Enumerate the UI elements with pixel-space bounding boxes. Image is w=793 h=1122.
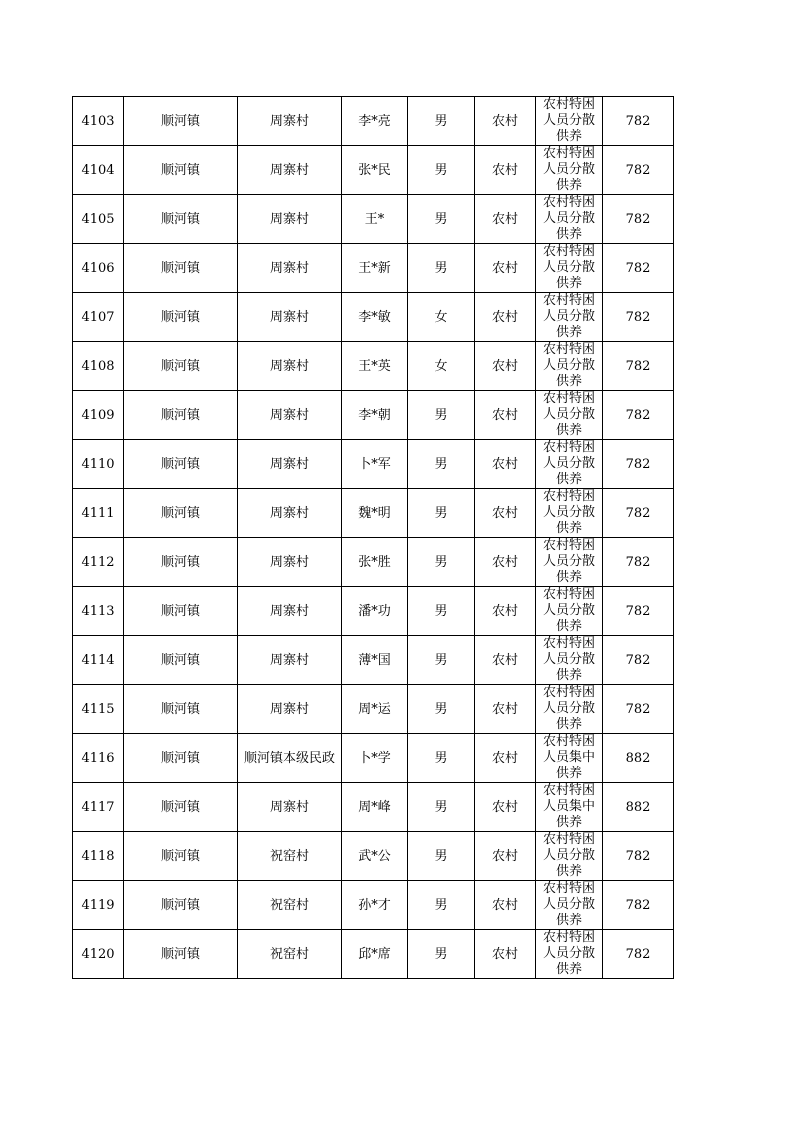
table-row — [73, 195, 674, 244]
cell-name: 武*公 — [342, 832, 408, 881]
cell-category — [536, 783, 603, 832]
cell-id: 4104 — [73, 146, 124, 195]
cell-village — [238, 440, 342, 489]
cell-id: 4118 — [73, 832, 124, 881]
cell-household-type: 农村 — [475, 391, 536, 440]
cell-amount: 782 — [603, 636, 674, 685]
village-text: 祝窑村 — [269, 897, 309, 913]
cell-town: 顺河镇 — [124, 391, 238, 440]
village-text: 周寨村 — [269, 603, 309, 619]
cell-category — [536, 685, 603, 734]
cell-household-type: 农村 — [475, 930, 536, 979]
cell-town: 顺河镇 — [124, 195, 238, 244]
category-text: 农村特困人员分散供养 — [542, 489, 595, 536]
cell-id: 4111 — [73, 489, 124, 538]
cell-id: 4115 — [73, 685, 124, 734]
table-row — [73, 587, 674, 636]
cell-amount: 882 — [603, 783, 674, 832]
table-row — [73, 391, 674, 440]
table-row — [73, 342, 674, 391]
cell-gender: 男 — [408, 783, 475, 832]
cell-id: 4114 — [73, 636, 124, 685]
cell-name: 潘*功 — [342, 587, 408, 636]
cell-name: 卜*学 — [342, 734, 408, 783]
category-text: 农村特困人员分散供养 — [542, 440, 595, 487]
cell-category — [536, 293, 603, 342]
cell-category — [536, 146, 603, 195]
cell-town: 顺河镇 — [124, 146, 238, 195]
table-row — [73, 685, 674, 734]
cell-name: 李*敏 — [342, 293, 408, 342]
cell-id: 4117 — [73, 783, 124, 832]
cell-amount: 782 — [603, 440, 674, 489]
cell-id: 4106 — [73, 244, 124, 293]
village-text: 周寨村 — [269, 456, 309, 472]
cell-name: 王*英 — [342, 342, 408, 391]
cell-amount: 782 — [603, 244, 674, 293]
cell-gender: 男 — [408, 195, 475, 244]
category-text: 农村特困人员分散供养 — [542, 636, 595, 683]
cell-amount: 782 — [603, 930, 674, 979]
cell-category — [536, 636, 603, 685]
village-text: 周寨村 — [269, 113, 309, 129]
cell-town: 顺河镇 — [124, 293, 238, 342]
cell-household-type: 农村 — [475, 440, 536, 489]
cell-household-type: 农村 — [475, 881, 536, 930]
cell-id: 4108 — [73, 342, 124, 391]
cell-name: 张*胜 — [342, 538, 408, 587]
village-text: 周寨村 — [269, 407, 309, 423]
village-text: 周寨村 — [269, 701, 309, 717]
village-text: 祝窑村 — [269, 848, 309, 864]
cell-town: 顺河镇 — [124, 440, 238, 489]
cell-name: 周*运 — [342, 685, 408, 734]
village-text: 周寨村 — [269, 260, 309, 276]
cell-town: 顺河镇 — [124, 685, 238, 734]
cell-household-type: 农村 — [475, 244, 536, 293]
records-table — [72, 96, 674, 979]
cell-name: 卜*军 — [342, 440, 408, 489]
cell-village — [238, 734, 342, 783]
cell-gender: 男 — [408, 244, 475, 293]
cell-name: 李*亮 — [342, 97, 408, 146]
cell-village — [238, 832, 342, 881]
cell-household-type: 农村 — [475, 293, 536, 342]
category-text: 农村特困人员分散供养 — [542, 293, 595, 340]
cell-amount: 782 — [603, 489, 674, 538]
cell-household-type: 农村 — [475, 538, 536, 587]
cell-town: 顺河镇 — [124, 342, 238, 391]
cell-category — [536, 587, 603, 636]
cell-household-type: 农村 — [475, 685, 536, 734]
cell-gender: 女 — [408, 293, 475, 342]
cell-category — [536, 97, 603, 146]
category-text: 农村特困人员分散供养 — [542, 538, 595, 585]
cell-id: 4116 — [73, 734, 124, 783]
cell-category — [536, 342, 603, 391]
cell-gender: 男 — [408, 685, 475, 734]
cell-name: 王*新 — [342, 244, 408, 293]
cell-gender: 男 — [408, 636, 475, 685]
cell-amount: 782 — [603, 195, 674, 244]
cell-category — [536, 244, 603, 293]
cell-gender: 男 — [408, 587, 475, 636]
cell-household-type: 农村 — [475, 97, 536, 146]
category-text: 农村特困人员分散供养 — [542, 97, 595, 144]
cell-category — [536, 734, 603, 783]
cell-id: 4105 — [73, 195, 124, 244]
cell-gender: 男 — [408, 489, 475, 538]
village-text: 顺河镇本级民政 — [243, 750, 335, 766]
cell-name: 邱*席 — [342, 930, 408, 979]
cell-town: 顺河镇 — [124, 930, 238, 979]
cell-household-type: 农村 — [475, 734, 536, 783]
cell-name: 王* — [342, 195, 408, 244]
village-text: 祝窑村 — [269, 946, 309, 962]
records-table-body — [73, 97, 674, 979]
table-row — [73, 489, 674, 538]
cell-amount: 782 — [603, 97, 674, 146]
cell-amount: 782 — [603, 881, 674, 930]
table-row — [73, 538, 674, 587]
cell-town: 顺河镇 — [124, 881, 238, 930]
cell-name: 孙*才 — [342, 881, 408, 930]
cell-gender: 男 — [408, 146, 475, 195]
cell-amount: 782 — [603, 146, 674, 195]
village-text: 周寨村 — [269, 211, 309, 227]
table-row — [73, 97, 674, 146]
cell-village — [238, 342, 342, 391]
cell-village — [238, 146, 342, 195]
category-text: 农村特困人员分散供养 — [542, 195, 595, 242]
category-text: 农村特困人员分散供养 — [542, 685, 595, 732]
table-row — [73, 244, 674, 293]
cell-household-type: 农村 — [475, 587, 536, 636]
cell-household-type: 农村 — [475, 636, 536, 685]
cell-gender: 男 — [408, 440, 475, 489]
category-text: 农村特困人员分散供养 — [542, 244, 595, 291]
cell-gender: 男 — [408, 930, 475, 979]
table-row — [73, 832, 674, 881]
table-row — [73, 783, 674, 832]
cell-village — [238, 391, 342, 440]
cell-village — [238, 195, 342, 244]
category-text: 农村特困人员分散供养 — [542, 587, 595, 634]
cell-town: 顺河镇 — [124, 489, 238, 538]
cell-village — [238, 587, 342, 636]
cell-town: 顺河镇 — [124, 587, 238, 636]
cell-town: 顺河镇 — [124, 244, 238, 293]
category-text: 农村特困人员集中供养 — [542, 783, 595, 830]
cell-gender: 男 — [408, 538, 475, 587]
cell-name: 魏*明 — [342, 489, 408, 538]
cell-village — [238, 97, 342, 146]
cell-category — [536, 832, 603, 881]
cell-town: 顺河镇 — [124, 636, 238, 685]
cell-household-type: 农村 — [475, 489, 536, 538]
category-text: 农村特困人员分散供养 — [542, 930, 595, 977]
cell-amount: 782 — [603, 832, 674, 881]
category-text: 农村特困人员分散供养 — [542, 146, 595, 193]
cell-id: 4107 — [73, 293, 124, 342]
category-text: 农村特困人员集中供养 — [542, 734, 595, 781]
cell-town: 顺河镇 — [124, 97, 238, 146]
cell-gender: 男 — [408, 881, 475, 930]
cell-household-type: 农村 — [475, 195, 536, 244]
table-row — [73, 440, 674, 489]
village-text: 周寨村 — [269, 505, 309, 521]
cell-category — [536, 930, 603, 979]
cell-village — [238, 685, 342, 734]
table-row — [73, 293, 674, 342]
category-text: 农村特困人员分散供养 — [542, 832, 595, 879]
category-text: 农村特困人员分散供养 — [542, 881, 595, 928]
cell-village — [238, 538, 342, 587]
cell-village — [238, 930, 342, 979]
cell-amount: 782 — [603, 293, 674, 342]
cell-gender: 男 — [408, 391, 475, 440]
cell-village — [238, 783, 342, 832]
cell-category — [536, 391, 603, 440]
cell-category — [536, 881, 603, 930]
cell-household-type: 农村 — [475, 342, 536, 391]
cell-name: 薄*国 — [342, 636, 408, 685]
cell-town: 顺河镇 — [124, 734, 238, 783]
cell-village — [238, 293, 342, 342]
table-row — [73, 930, 674, 979]
cell-gender: 女 — [408, 342, 475, 391]
table-row — [73, 734, 674, 783]
cell-name: 周*峰 — [342, 783, 408, 832]
cell-id: 4120 — [73, 930, 124, 979]
cell-amount: 782 — [603, 587, 674, 636]
cell-name: 张*民 — [342, 146, 408, 195]
cell-village — [238, 636, 342, 685]
cell-village — [238, 881, 342, 930]
village-text: 周寨村 — [269, 309, 309, 325]
category-text: 农村特困人员分散供养 — [542, 391, 595, 438]
table-row — [73, 146, 674, 195]
cell-id: 4112 — [73, 538, 124, 587]
cell-name: 李*朝 — [342, 391, 408, 440]
cell-amount: 782 — [603, 685, 674, 734]
cell-town: 顺河镇 — [124, 783, 238, 832]
village-text: 周寨村 — [269, 358, 309, 374]
cell-category — [536, 195, 603, 244]
cell-category — [536, 440, 603, 489]
village-text: 周寨村 — [269, 162, 309, 178]
cell-village — [238, 489, 342, 538]
cell-amount: 882 — [603, 734, 674, 783]
village-text: 周寨村 — [269, 554, 309, 570]
category-text: 农村特困人员分散供养 — [542, 342, 595, 389]
cell-id: 4119 — [73, 881, 124, 930]
cell-household-type: 农村 — [475, 146, 536, 195]
cell-category — [536, 538, 603, 587]
village-text: 周寨村 — [269, 652, 309, 668]
cell-town: 顺河镇 — [124, 538, 238, 587]
cell-id: 4113 — [73, 587, 124, 636]
cell-gender: 男 — [408, 734, 475, 783]
cell-gender: 男 — [408, 97, 475, 146]
cell-village — [238, 244, 342, 293]
cell-id: 4110 — [73, 440, 124, 489]
cell-id: 4109 — [73, 391, 124, 440]
cell-amount: 782 — [603, 538, 674, 587]
cell-amount: 782 — [603, 391, 674, 440]
cell-household-type: 农村 — [475, 783, 536, 832]
cell-town: 顺河镇 — [124, 832, 238, 881]
cell-category — [536, 489, 603, 538]
table-row — [73, 881, 674, 930]
cell-gender: 男 — [408, 832, 475, 881]
cell-id: 4103 — [73, 97, 124, 146]
table-row — [73, 636, 674, 685]
village-text: 周寨村 — [269, 799, 309, 815]
cell-household-type: 农村 — [475, 832, 536, 881]
cell-amount: 782 — [603, 342, 674, 391]
